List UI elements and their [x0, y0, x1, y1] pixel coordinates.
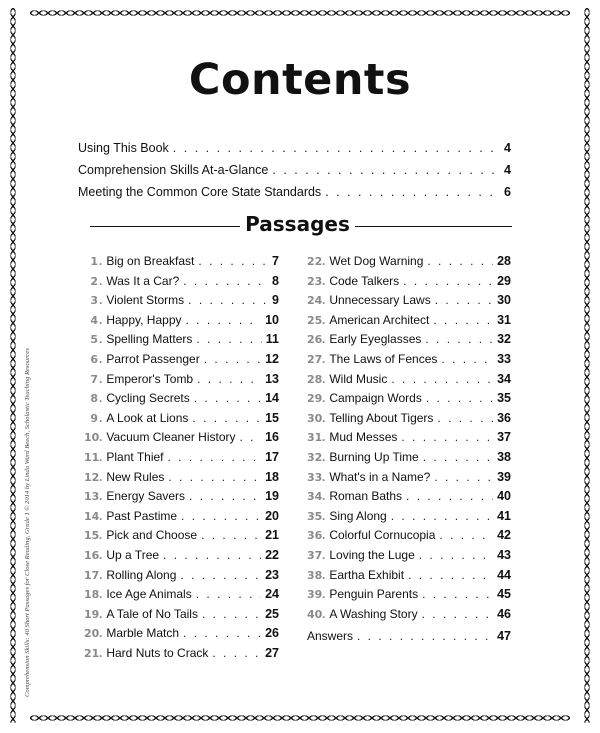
dot-leader — [186, 313, 262, 327]
passage-entry[interactable] — [307, 470, 511, 490]
number-dot: . — [99, 489, 103, 504]
passage-page: 10 — [265, 312, 279, 327]
dot-leader — [180, 568, 261, 582]
passage-title: Emperor's Tomb — [106, 371, 194, 386]
passage-number: 38 — [307, 568, 323, 582]
passage-title: Rolling Along — [106, 567, 177, 582]
number-dot: . — [322, 332, 326, 347]
passage-title: Was It a Car? — [106, 273, 180, 288]
passage-page: 19 — [265, 489, 279, 504]
passage-number: 30 — [307, 411, 323, 425]
passage-entry[interactable] — [307, 254, 511, 274]
passage-entry[interactable] — [307, 372, 511, 392]
dot-leader — [272, 163, 500, 177]
passage-title: New Rules — [106, 469, 165, 484]
passage-entry[interactable] — [84, 470, 279, 490]
number-dot: . — [322, 293, 326, 308]
passage-title: Unnecessary Laws — [329, 293, 431, 308]
page-title: Contents — [188, 55, 412, 105]
number-dot: . — [99, 626, 103, 641]
dot-leader — [427, 254, 493, 268]
number-dot: . — [322, 508, 326, 523]
passage-page: 21 — [265, 528, 279, 543]
passage-title: Happy, Happy — [106, 312, 182, 327]
passage-number: 28 — [307, 372, 323, 386]
passage-title: Past Pastime — [106, 508, 178, 523]
passage-page: 36 — [497, 410, 511, 425]
dot-leader — [173, 141, 500, 155]
passage-number: 23 — [307, 274, 323, 288]
number-dot: . — [322, 449, 326, 464]
passage-title: Cycling Secrets — [106, 391, 190, 406]
passage-page: 38 — [497, 449, 511, 464]
dot-leader — [408, 568, 493, 582]
passage-entry[interactable] — [84, 274, 279, 294]
number-dot: . — [99, 449, 103, 464]
passage-title: Energy Savers — [106, 489, 186, 504]
passage-number: 19 — [84, 607, 100, 621]
passage-title: Spelling Matters — [106, 332, 193, 347]
passage-entry[interactable] — [84, 626, 279, 646]
chain-border-left — [8, 8, 18, 723]
passage-page: 9 — [272, 293, 279, 308]
number-dot: . — [99, 430, 103, 445]
dot-leader — [435, 293, 493, 307]
dot-leader — [391, 509, 493, 523]
passage-number: 14 — [84, 509, 100, 523]
passages-column-left — [84, 254, 279, 665]
passage-entry[interactable] — [307, 587, 511, 607]
dot-leader — [441, 352, 493, 366]
chain-border-bottom — [30, 713, 570, 723]
number-dot: . — [322, 371, 326, 386]
passage-entry[interactable] — [84, 489, 279, 509]
passage-title: Penguin Parents — [329, 587, 419, 602]
passage-number: 16 — [84, 548, 100, 562]
passage-title: Big on Breakfast — [106, 254, 195, 268]
number-dot: . — [322, 410, 326, 425]
passage-number: 40 — [307, 607, 323, 621]
dot-leader — [437, 411, 493, 425]
dot-leader — [357, 629, 493, 643]
passage-entry[interactable] — [84, 509, 279, 529]
dot-leader — [212, 646, 261, 660]
passage-number: 35 — [307, 509, 323, 523]
number-dot: . — [322, 606, 326, 621]
number-dot: . — [99, 371, 103, 386]
passage-number: 26 — [307, 333, 323, 347]
dot-leader — [391, 372, 493, 386]
passage-number: 12 — [84, 470, 100, 484]
dot-leader — [434, 470, 493, 484]
entry-page: 6 — [504, 185, 511, 199]
passage-number: 20 — [84, 627, 100, 641]
passage-entry[interactable] — [307, 391, 511, 411]
passage-title: Up a Tree — [106, 547, 160, 562]
passage-title: Burning Up Time — [329, 449, 419, 464]
passage-page: 26 — [265, 626, 279, 641]
entry-page: 4 — [504, 163, 511, 177]
passage-number: 8 — [90, 392, 98, 406]
passage-page: 44 — [497, 567, 511, 582]
number-dot: . — [99, 645, 103, 660]
passage-page: 37 — [497, 430, 511, 445]
passage-title: Pick and Choose — [106, 528, 198, 543]
passage-entry[interactable] — [307, 411, 511, 431]
passage-number: 18 — [84, 588, 100, 602]
passage-page: 43 — [497, 547, 511, 562]
passage-entry[interactable] — [84, 568, 279, 588]
passage-page: 17 — [265, 449, 279, 464]
passage-number: 15 — [84, 529, 100, 543]
dot-leader — [181, 509, 261, 523]
passage-title: A Washing Story — [329, 606, 418, 621]
entry-title: Meeting the Common Core State Standards — [78, 185, 322, 199]
dot-leader — [168, 470, 261, 484]
dot-leader — [240, 430, 262, 444]
front-matter-item[interactable] — [78, 163, 511, 185]
passage-number: 22 — [307, 255, 323, 268]
number-dot: . — [322, 547, 326, 562]
entry-title: Answers — [307, 629, 354, 643]
passage-number: 32 — [307, 450, 323, 464]
passage-page: 18 — [265, 469, 279, 484]
passage-title: Hard Nuts to Crack — [106, 645, 209, 660]
passage-number: 33 — [307, 470, 323, 484]
number-dot: . — [99, 351, 103, 366]
passage-title: Wild Music — [329, 371, 388, 386]
passage-entry[interactable] — [84, 352, 279, 372]
number-dot: . — [99, 254, 103, 268]
passage-entry[interactable] — [84, 528, 279, 548]
dot-leader — [403, 274, 493, 288]
passage-entry[interactable] — [84, 587, 279, 607]
number-dot: . — [322, 312, 326, 327]
number-dot: . — [322, 273, 326, 288]
passage-title: A Look at Lions — [106, 410, 189, 425]
passage-entry[interactable] — [84, 372, 279, 392]
passage-title: Code Talkers — [329, 273, 400, 288]
passage-number: 29 — [307, 392, 323, 406]
passage-entry[interactable] — [84, 430, 279, 450]
passage-entry[interactable] — [307, 548, 511, 568]
passage-entry[interactable] — [307, 489, 511, 509]
passage-title: Early Eyeglasses — [329, 332, 422, 347]
passage-page: 40 — [497, 489, 511, 504]
dot-leader — [425, 332, 493, 346]
passage-entry[interactable] — [84, 254, 279, 274]
passage-number: 2 — [90, 274, 98, 288]
passage-page: 46 — [497, 606, 511, 621]
passage-title: Plant Thief — [106, 449, 164, 464]
passage-number: 17 — [84, 568, 100, 582]
passage-title: Wet Dog Warning — [329, 254, 424, 268]
passage-page: 39 — [497, 469, 511, 484]
passage-entry[interactable] — [307, 293, 511, 313]
passage-page: 32 — [497, 332, 511, 347]
passage-page: 41 — [497, 508, 511, 523]
passage-title: Eartha Exhibit — [329, 567, 405, 582]
passage-title: Loving the Luge — [329, 547, 415, 562]
passage-number: 1 — [90, 255, 98, 268]
number-dot: . — [322, 587, 326, 602]
dot-leader — [196, 332, 261, 346]
dot-leader — [419, 548, 493, 562]
passage-title: Violent Storms — [106, 293, 185, 308]
dot-leader — [422, 587, 493, 601]
dot-leader — [201, 528, 261, 542]
number-dot: . — [99, 332, 103, 347]
passage-page: 11 — [265, 332, 279, 347]
entry-title: Using This Book — [78, 141, 169, 155]
passage-page: 13 — [265, 371, 279, 386]
passage-entry[interactable] — [307, 430, 511, 450]
number-dot: . — [99, 293, 103, 308]
number-dot: . — [322, 430, 326, 445]
dot-leader — [423, 450, 493, 464]
passage-number: 25 — [307, 313, 323, 327]
passage-page: 15 — [265, 410, 279, 425]
passage-title: Sing Along — [329, 508, 387, 523]
number-dot: . — [322, 469, 326, 484]
number-dot: . — [99, 312, 103, 327]
dot-leader — [439, 528, 493, 542]
passage-entry[interactable] — [307, 528, 511, 548]
passage-page: 24 — [265, 587, 279, 602]
dot-leader — [196, 587, 261, 601]
dot-leader — [202, 607, 261, 621]
entry-page: 4 — [504, 141, 511, 155]
passage-page: 35 — [497, 391, 511, 406]
passage-title: Roman Baths — [329, 489, 403, 504]
passage-entry[interactable] — [84, 548, 279, 568]
passage-page: 20 — [265, 508, 279, 523]
dot-leader — [163, 548, 261, 562]
number-dot: . — [99, 567, 103, 582]
passage-entry[interactable] — [307, 274, 511, 294]
passage-page: 8 — [272, 273, 279, 288]
number-dot: . — [99, 391, 103, 406]
chain-border-top — [30, 8, 570, 18]
passage-title: Vacuum Cleaner History — [106, 430, 236, 445]
dot-leader — [198, 254, 268, 268]
number-dot: . — [322, 528, 326, 543]
front-matter-item[interactable] — [78, 141, 511, 163]
dot-leader — [325, 185, 500, 199]
passages-rule-right — [355, 226, 512, 227]
passage-entry[interactable] — [84, 646, 279, 666]
number-dot: . — [99, 410, 103, 425]
dot-leader — [183, 274, 268, 288]
passage-title: Telling About Tigers — [329, 410, 434, 425]
number-dot: . — [322, 351, 326, 366]
passage-page: 30 — [497, 293, 511, 308]
number-dot: . — [322, 489, 326, 504]
dot-leader — [426, 391, 493, 405]
number-dot: . — [99, 547, 103, 562]
passage-title: A Tale of No Tails — [106, 606, 198, 621]
dot-leader — [194, 391, 261, 405]
chain-border-right — [582, 8, 592, 723]
passage-number: 4 — [90, 313, 98, 327]
passage-number: 5 — [90, 333, 98, 347]
passage-number: 37 — [307, 548, 323, 562]
passage-page: 16 — [265, 430, 279, 445]
passage-page: 45 — [497, 587, 511, 602]
dot-leader — [433, 313, 493, 327]
passage-page: 22 — [265, 547, 279, 562]
passage-number: 3 — [90, 294, 98, 308]
passage-page: 33 — [497, 351, 511, 366]
number-dot: . — [99, 587, 103, 602]
passage-number: 7 — [90, 372, 98, 386]
passages-rule-left — [90, 226, 240, 227]
passage-title: The Laws of Fences — [329, 351, 438, 366]
passage-entry[interactable] — [307, 450, 511, 470]
number-dot: . — [322, 254, 326, 268]
passage-entry[interactable] — [84, 607, 279, 627]
passage-title: What's in a Name? — [329, 469, 431, 484]
passage-number: 13 — [84, 490, 100, 504]
number-dot: . — [99, 508, 103, 523]
dot-leader — [197, 372, 261, 386]
passage-entry[interactable] — [307, 332, 511, 352]
answers-entry[interactable] — [307, 629, 511, 649]
number-dot: . — [99, 606, 103, 621]
passage-number: 6 — [90, 352, 98, 366]
passage-page: 23 — [265, 567, 279, 582]
passage-entry[interactable] — [307, 352, 511, 372]
passage-number: 10 — [84, 431, 100, 445]
dot-leader — [168, 450, 262, 464]
passage-page: 27 — [265, 645, 279, 660]
dot-leader — [188, 293, 268, 307]
passage-title: Parrot Passenger — [106, 351, 200, 366]
passage-page: 31 — [497, 312, 511, 327]
dot-leader — [192, 411, 261, 425]
passage-page: 14 — [265, 391, 279, 406]
dot-leader — [406, 489, 493, 503]
passage-entry[interactable] — [84, 332, 279, 352]
number-dot: . — [322, 567, 326, 582]
passage-page: 29 — [497, 273, 511, 288]
passages-heading: Passages — [245, 212, 350, 236]
passage-page: 25 — [265, 606, 279, 621]
passage-number: 24 — [307, 294, 323, 308]
passage-number: 11 — [84, 450, 100, 464]
passage-title: Ice Age Animals — [106, 587, 192, 602]
dot-leader — [422, 607, 493, 621]
passage-title: Marble Match — [106, 626, 180, 641]
passage-number: 36 — [307, 529, 323, 543]
passage-page: 7 — [272, 254, 279, 268]
passage-entry[interactable] — [307, 509, 511, 529]
passage-number: 34 — [307, 490, 323, 504]
passage-number: 31 — [307, 431, 323, 445]
passage-entry[interactable] — [307, 607, 511, 627]
number-dot: . — [322, 391, 326, 406]
number-dot: . — [99, 273, 103, 288]
passage-number: 21 — [84, 646, 100, 660]
passage-entry[interactable] — [84, 391, 279, 411]
passage-entry[interactable] — [84, 450, 279, 470]
passage-page: 12 — [265, 351, 279, 366]
passage-title: Colorful Cornucopia — [329, 528, 436, 543]
copyright-credit: Comprehension Skills: 40 Short Passages for Close Reading, Grade 1 © 2014 by Linda Ward Beech, Scholastic Teaching Resources — [24, 348, 31, 697]
passage-entry[interactable] — [84, 293, 279, 313]
dot-leader — [189, 489, 261, 503]
passage-entry[interactable] — [307, 313, 511, 333]
front-matter-item[interactable] — [78, 185, 511, 207]
passage-number: 27 — [307, 352, 323, 366]
passages-column-right — [307, 254, 511, 626]
dot-leader — [183, 626, 261, 640]
number-dot: . — [99, 528, 103, 543]
number-dot: . — [99, 469, 103, 484]
passage-page: 42 — [497, 528, 511, 543]
passage-entry[interactable] — [84, 313, 279, 333]
passage-title: Campaign Words — [329, 391, 422, 406]
dot-leader — [401, 430, 493, 444]
entry-title: Comprehension Skills At-a-Glance — [78, 163, 269, 177]
passage-entry[interactable] — [307, 568, 511, 588]
passage-entry[interactable] — [84, 411, 279, 431]
passage-page: 28 — [497, 254, 511, 268]
dot-leader — [204, 352, 261, 366]
passage-page: 34 — [497, 371, 511, 386]
passage-title: Mud Messes — [329, 430, 398, 445]
passage-number: 39 — [307, 588, 323, 602]
passage-title: American Architect — [329, 312, 430, 327]
entry-page: 47 — [497, 629, 511, 643]
passage-number: 9 — [90, 411, 98, 425]
front-matter-list — [78, 141, 511, 207]
